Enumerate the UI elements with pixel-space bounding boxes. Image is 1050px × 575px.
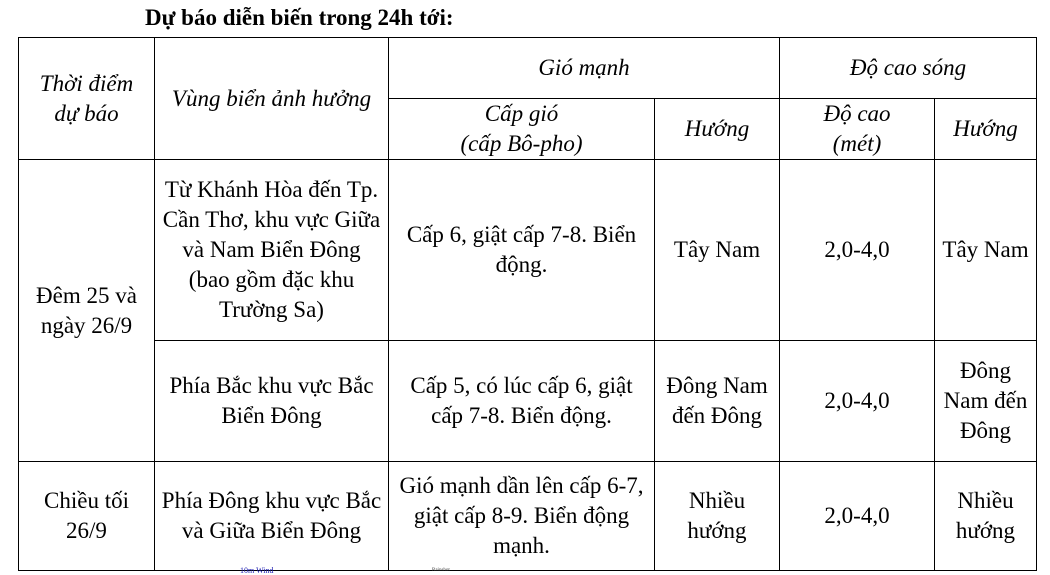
row-wave-height: 2,0-4,0 xyxy=(780,160,935,341)
row-wind-direction: Nhiều hướng xyxy=(655,462,780,571)
footnote-right: Rainshot xyxy=(432,568,450,573)
header-wave: Độ cao sóng xyxy=(780,38,1037,99)
row-wave-direction: Nhiều hướng xyxy=(935,462,1037,571)
footnote-left: 10m Wind xyxy=(240,566,274,575)
row-wave-direction: Đông Nam đến Đông xyxy=(935,341,1037,462)
row-wave-direction: Tây Nam xyxy=(935,160,1037,341)
table-row xyxy=(19,160,1037,341)
header-wave-height-unit: (mét) xyxy=(832,131,882,156)
header-wind-direction: Hướng xyxy=(655,99,780,160)
row-area: Từ Khánh Hòa đến Tp. Cần Thơ, khu vực Giữa và Nam Biển Đông (bao gồm đặc khu Trường Sa) xyxy=(155,160,389,341)
row-wind-direction: Đông Nam đến Đông xyxy=(655,341,780,462)
row-wave-height: 2,0-4,0 xyxy=(780,462,935,571)
header-wind-level-unit: (cấp Bô-pho) xyxy=(460,131,583,156)
header-row-1 xyxy=(19,38,1037,99)
table-row xyxy=(19,462,1037,571)
header-wind-level xyxy=(389,99,655,160)
forecast-table xyxy=(18,37,1037,571)
table-row xyxy=(19,341,1037,462)
header-wave-height-label: Độ cao xyxy=(823,101,891,126)
header-wave-direction: Hướng xyxy=(935,99,1037,160)
row-wind: Gió mạnh dần lên cấp 6-7, giật cấp 8-9. Biển động mạnh. xyxy=(389,462,655,571)
row-wave-height: 2,0-4,0 xyxy=(780,341,935,462)
row-area: Phía Đông khu vực Bắc và Giữa Biển Đông xyxy=(155,462,389,571)
header-time: Thời điểm dự báo xyxy=(19,38,155,160)
header-wind-level-label: Cấp gió xyxy=(484,101,559,126)
header-wave-height xyxy=(780,99,935,160)
page-title: Dự báo diễn biến trong 24h tới: xyxy=(145,5,454,30)
header-area: Vùng biển ảnh hưởng xyxy=(155,38,389,160)
row-wind: Cấp 5, có lúc cấp 6, giật cấp 7-8. Biển động. xyxy=(389,341,655,462)
row-wind-direction: Tây Nam xyxy=(655,160,780,341)
row-time: Chiều tối 26/9 xyxy=(19,462,155,571)
header-wind: Gió mạnh xyxy=(389,38,780,99)
row-time: Đêm 25 và ngày 26/9 xyxy=(19,160,155,462)
row-area: Phía Bắc khu vực Bắc Biển Đông xyxy=(155,341,389,462)
row-wind: Cấp 6, giật cấp 7-8. Biển động. xyxy=(389,160,655,341)
